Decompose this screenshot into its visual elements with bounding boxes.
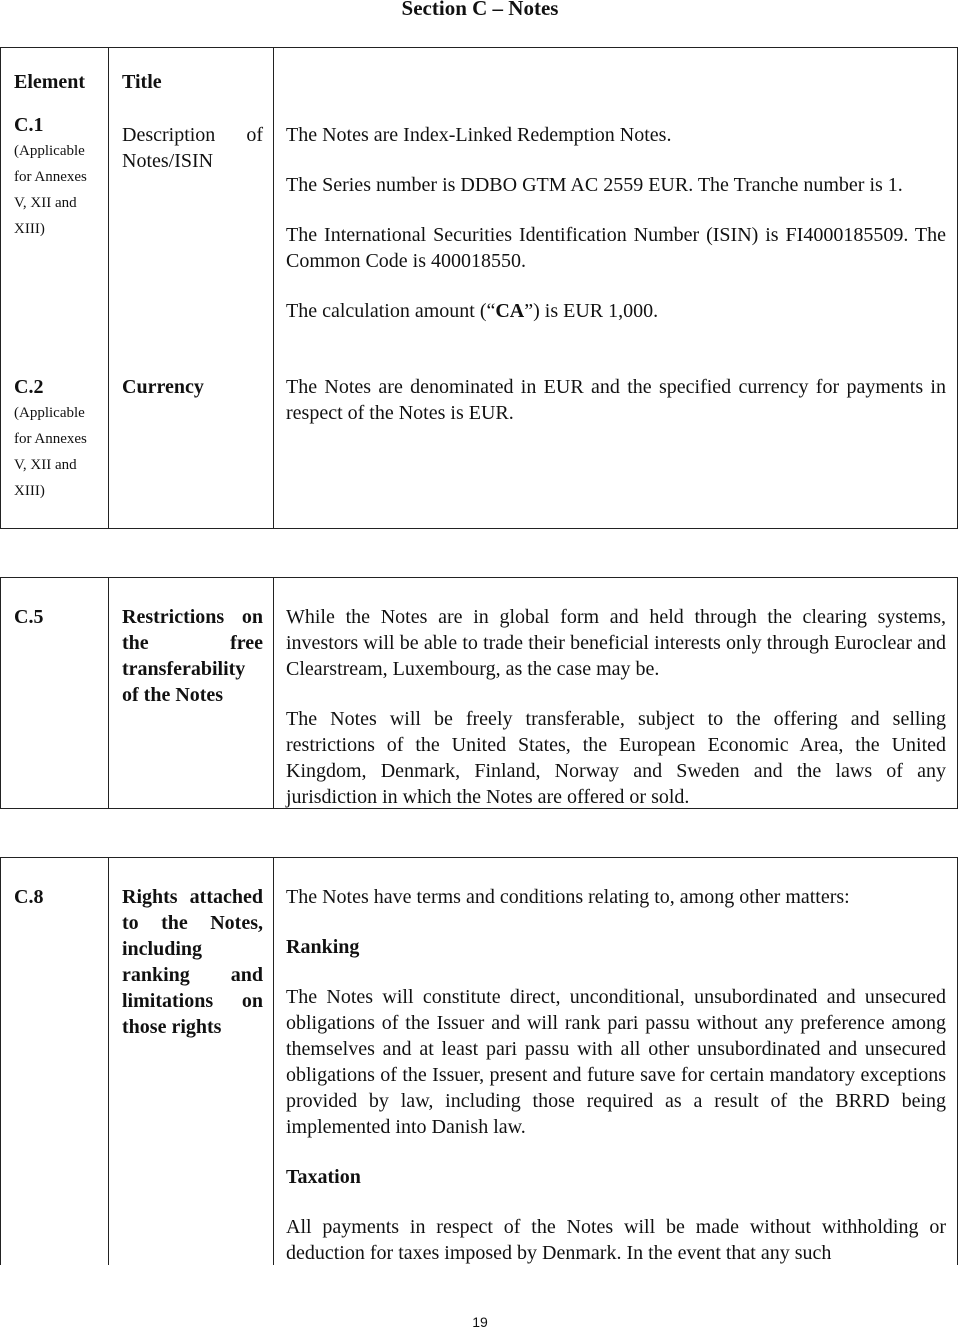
content-c5: While the Notes are in global form and held through the clearing systems, investors will be able to trade their beneficial interests only through Euroclear and Clearstream, Luxembourg, as the case may be. The Notes will be freely transferable, subject to the offering and selling restrictions of the United States, the European Economic Area, the United Kingdom, Denmark, Finland, Norway and Sweden and the laws of any jurisdiction in which the Notes are offered or sold.: [286, 606, 946, 808]
title-c5: Restrictions on the free transferability of the Notes: [122, 606, 263, 706]
content-c1: The Notes are Index-Linked Redemption Notes. The Series number is DDBO GTM AC 2559 EUR. The Tranche number is 1. The International Securities Identification Number (ISIN) is FI4000185509. The Common Code is 400018550. The calculation amount (“CA”) is EUR 1,000.: [286, 124, 946, 322]
element-code: C.2: [14, 376, 44, 398]
element-code: C.1: [14, 114, 44, 136]
heading-ranking: Ranking: [286, 936, 360, 958]
summary-table-3: [0, 857, 958, 1265]
section-title: Section C – Notes: [401, 0, 559, 20]
content-c2: The Notes are denominated in EUR and the specified currency for payments in respect of the Notes is EUR.: [286, 376, 946, 424]
element-c5: C.5: [14, 606, 44, 628]
header-element: Element: [14, 71, 86, 93]
header-title: Title: [122, 71, 162, 93]
element-c1: [14, 112, 109, 242]
summary-table-2: [0, 577, 958, 809]
page-number: 19: [472, 1314, 488, 1330]
calculation-amount: The calculation amount (“CA”) is EUR 1,000.: [286, 300, 659, 322]
content-c8: The Notes have terms and conditions relating to, among other matters: Ranking The Notes will constitute direct, unconditional, unsubordinated and unsecured obligations of the Issuer and will rank pari passu without any preference among themselves and at least pari passu with all other unsubordinated and unsecured obligations of the Issuer, present and future save for certain mandatory exceptions provided by law, including those required as a result of the BRRD being implemented into Danish law. Taxation All payments in respect of the Notes will be made without withholding or deduction for taxes imposed by Denmark. In the event that any such: [286, 886, 946, 1264]
heading-taxation: Taxation: [286, 1166, 361, 1188]
applicable-note: (Applicable for Annexes V, XII and XIII): [14, 405, 87, 499]
title-c1: Description of Notes/ISIN: [122, 124, 263, 172]
summary-table-1: [0, 47, 958, 529]
applicable-note: (Applicable for Annexes V, XII and XIII): [14, 143, 87, 237]
title-c8: Rights attached to the Notes, including ranking and limitations on those rights: [122, 886, 263, 1038]
element-c2: [14, 374, 109, 504]
element-c8: C.8: [14, 886, 44, 908]
title-c2: Currency: [122, 376, 204, 398]
